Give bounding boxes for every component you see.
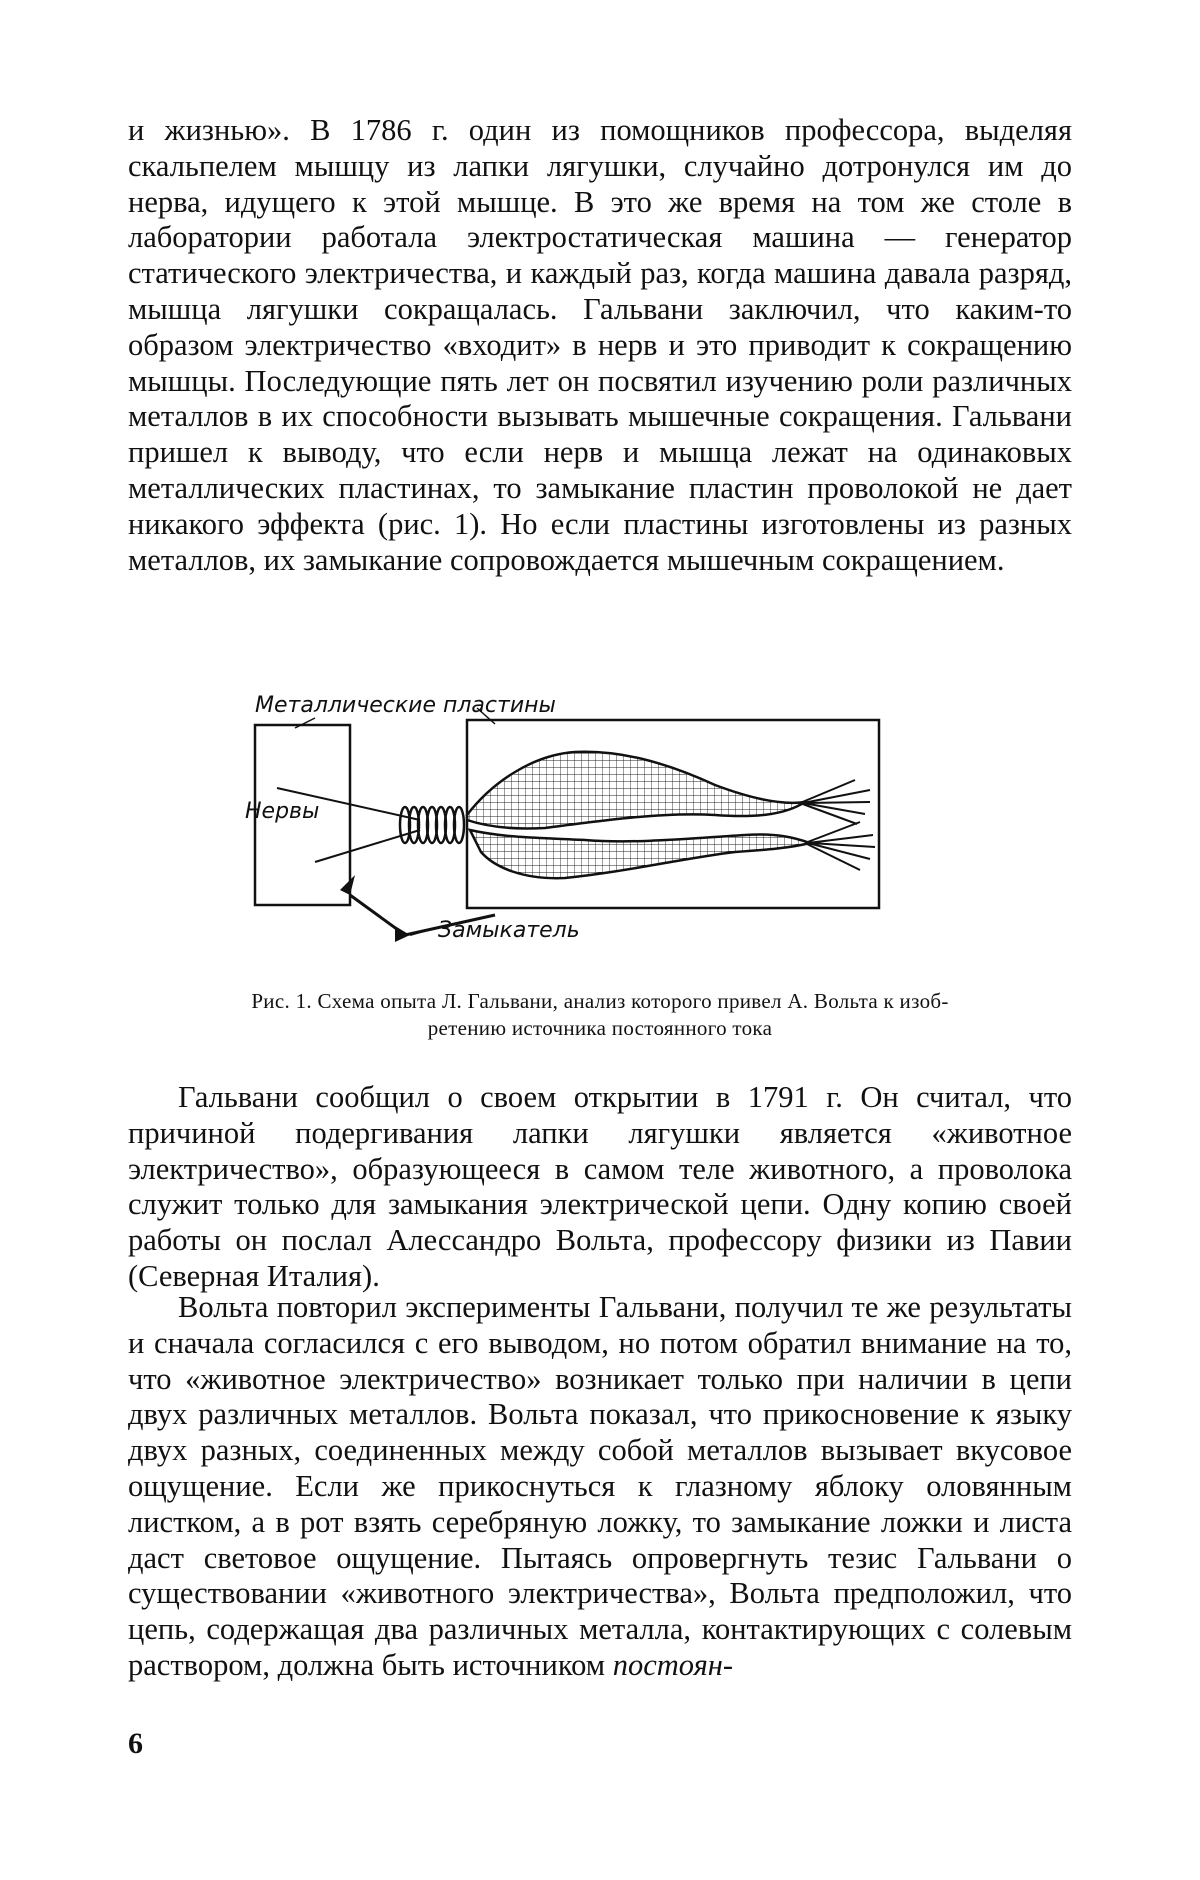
caption-line-1: Рис. 1. Схема опыта Л. Гальвани, анализ которого привел А. Вольта к изоб- xyxy=(128,988,1072,1015)
figure-caption xyxy=(128,988,1072,1042)
nerve-line xyxy=(315,830,420,862)
nerve-coil xyxy=(400,807,464,843)
label-closer: Замыкатель xyxy=(438,918,580,943)
paragraph-galvani-report: Гальвани сообщил о своем открытии в 1791 г. Он считал, что причиной подергивания лапки лягушки является «животное электричество», образующееся в самом теле животного, а проволока служит только для замыкания электрической цепи. Одну копию своей работы он послал Алессандро Вольта, профессору физики из Павии (Северная Италия). xyxy=(128,1080,1072,1295)
paragraph-volta xyxy=(128,1290,1072,1684)
paragraph-volta-tail: постоян- xyxy=(613,1648,733,1682)
paragraph-galvani-experiment: и жизнью». В 1786 г. один из помощников профессора, выделяя скальпелем мышцу из лапки лягушки, случайно дотронулся им до нерва, идущего к этой мышце. В это же время на том же столе в лаборатории работала электростатическая машина — генератор статического электричества, и каждый раз, когда машина давала разряд, мышца лягушки сокращалась. Гальвани заключил, что каким-то образом электричество «входит» в нерв и это приводит к сокращению мышцы. Последующие пять лет он посвятил изучению роли различных металлов в их способности вызывать мышечные сокращения. Гальвани пришел к выводу, что если нерв и мышца лежат на одинаковых металлических пластинах, то замыкание пластин проволокой не дает никакого эффекта (рис. 1). Но если пластины изготовлены из разных металлов, их замыкание сопровождается мышечным сокращением. xyxy=(128,113,1072,578)
label-nerves: Нервы xyxy=(245,799,319,824)
frog-legs-icon xyxy=(467,752,875,878)
page-number: 6 xyxy=(128,1727,143,1761)
paragraph-volta-body: Вольта повторил эксперименты Гальвани, получил те же результаты и сначала согласился с его выводом, но потом обратил внимание на то, что «животное электричество» возникает только при наличии в цепи двух различных металлов. Вольта показал, что прикосновение к языку двух разных, соединенных между собой металлов вызывает вкусовое ощущение. Если же прикоснуться к глазному яблоку оловянным листком, а в рот взять серебряную ложку, то замыкание ложки и листа даст световое ощущение. Пытаясь опровергнуть тезис Гальвани о существовании «животного электричества», Вольта предположил, что цепь, содержащая два различных металла, контактирующих с солевым раствором, должна быть источником xyxy=(128,1290,1072,1682)
galvani-experiment-figure xyxy=(245,690,965,970)
caption-line-2: ретению источника постоянного тока xyxy=(128,1015,1072,1042)
label-metal-plates: Металлические пластины xyxy=(255,693,556,718)
